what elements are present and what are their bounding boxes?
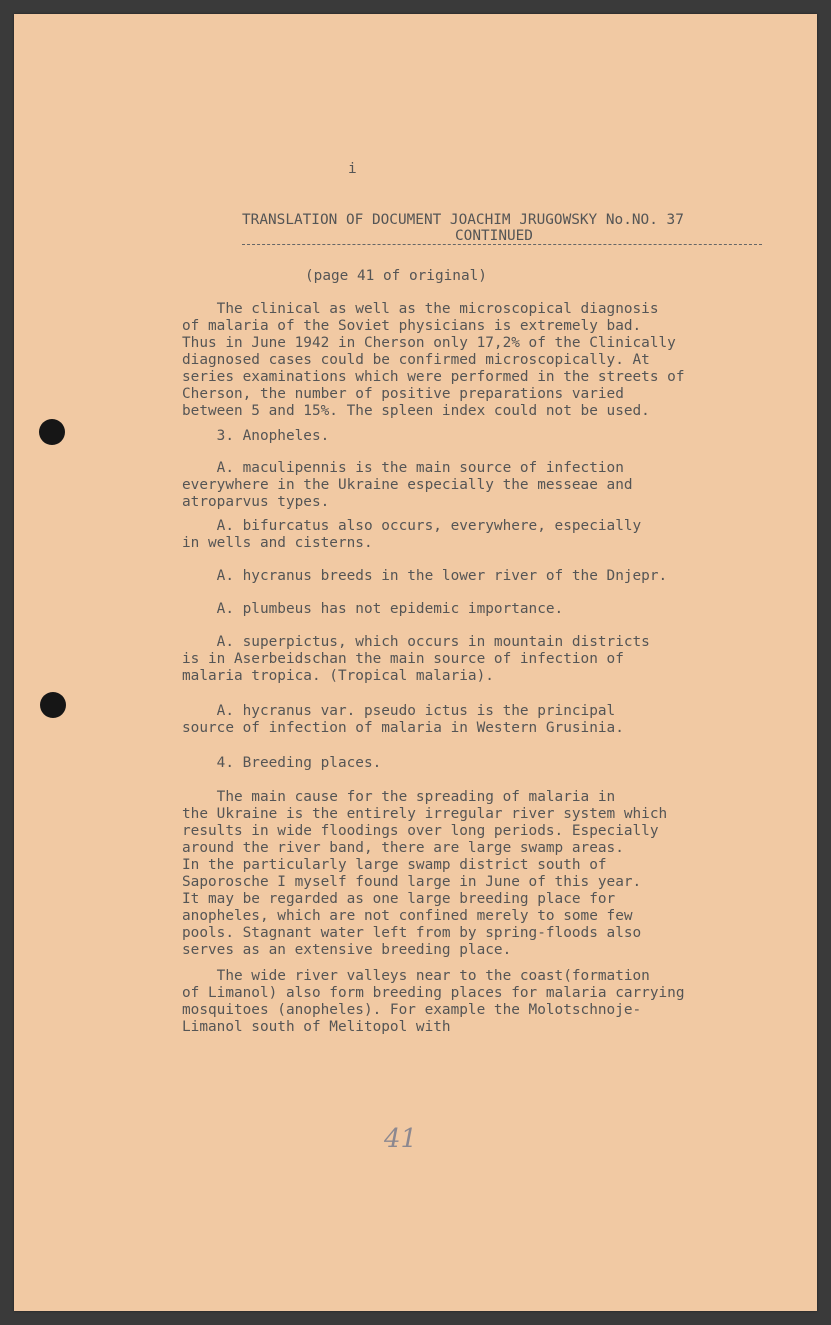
paragraph-breeding-places: The main cause for the spreading of malaria in the Ukraine is the entirely irregular river system which results in wide floodings over long periods. Especially around the river band, there are large swamp areas. In the particularly large swamp district south of Saporosche I myself found large in June of this year. It may be regarded as one large breeding place for anopheles, which are not confined merely to some few pools. Stagnant water left from by spring-floods also serves as an extensive breeding place. [182, 789, 668, 958]
paragraph-superpictus: A. superpictus, which occurs in mountain districts is in Aserbeidschan the main source of infection of malaria tropica. (Tropical malaria). [182, 634, 650, 684]
paragraph-maculipennis: A. maculipennis is the main source of infection everywhere in the Ukraine especially the messeae and atroparvus types. [182, 460, 633, 510]
section-heading-breeding: 4. Breeding places. [182, 755, 382, 771]
paragraph-river-valleys: The wide river valleys near to the coast(formation of Limanol) also form breeding places for malaria carrying mosquitoes (anopheles). For example the Molotschnoje- Limanol south of Melitopol with [182, 968, 685, 1035]
paragraph-hycranus: A. hycranus breeds in the lower river of the Dnjepr. [182, 568, 668, 584]
title-underline [242, 244, 762, 245]
paragraph-diagnosis: The clinical as well as the microscopical diagnosis of malaria of the Soviet physicians is extremely bad. Thus in June 1942 in Cherson only 17,2% of the Clinically diagnosed cases could be confirmed microscopically. At series examinations which were performed in the streets of Cherson, the number of positive preparations varied between 5 and 15%. The spleen index could not be used. [182, 301, 685, 419]
document-page [14, 14, 817, 1311]
punch-hole-top [39, 419, 65, 445]
section-heading-anopheles: 3. Anopheles. [182, 428, 330, 444]
page-mark: i [348, 161, 357, 177]
page-reference: (page 41 of original) [305, 268, 487, 284]
paragraph-pseudo-ictus: A. hycranus var. pseudo ictus is the principal source of infection of malaria in Western Grusinia. [182, 703, 624, 736]
handwritten-page-number: 41 [384, 1124, 418, 1154]
document-title: TRANSLATION OF DOCUMENT JOACHIM JRUGOWSKY No.NO. 37 [242, 212, 684, 228]
punch-hole-bottom [40, 692, 66, 718]
paragraph-plumbeus: A. plumbeus has not epidemic importance. [182, 601, 564, 617]
document-subtitle: CONTINUED [455, 228, 533, 244]
paragraph-bifurcatus: A. bifurcatus also occurs, everywhere, especially in wells and cisterns. [182, 518, 642, 551]
